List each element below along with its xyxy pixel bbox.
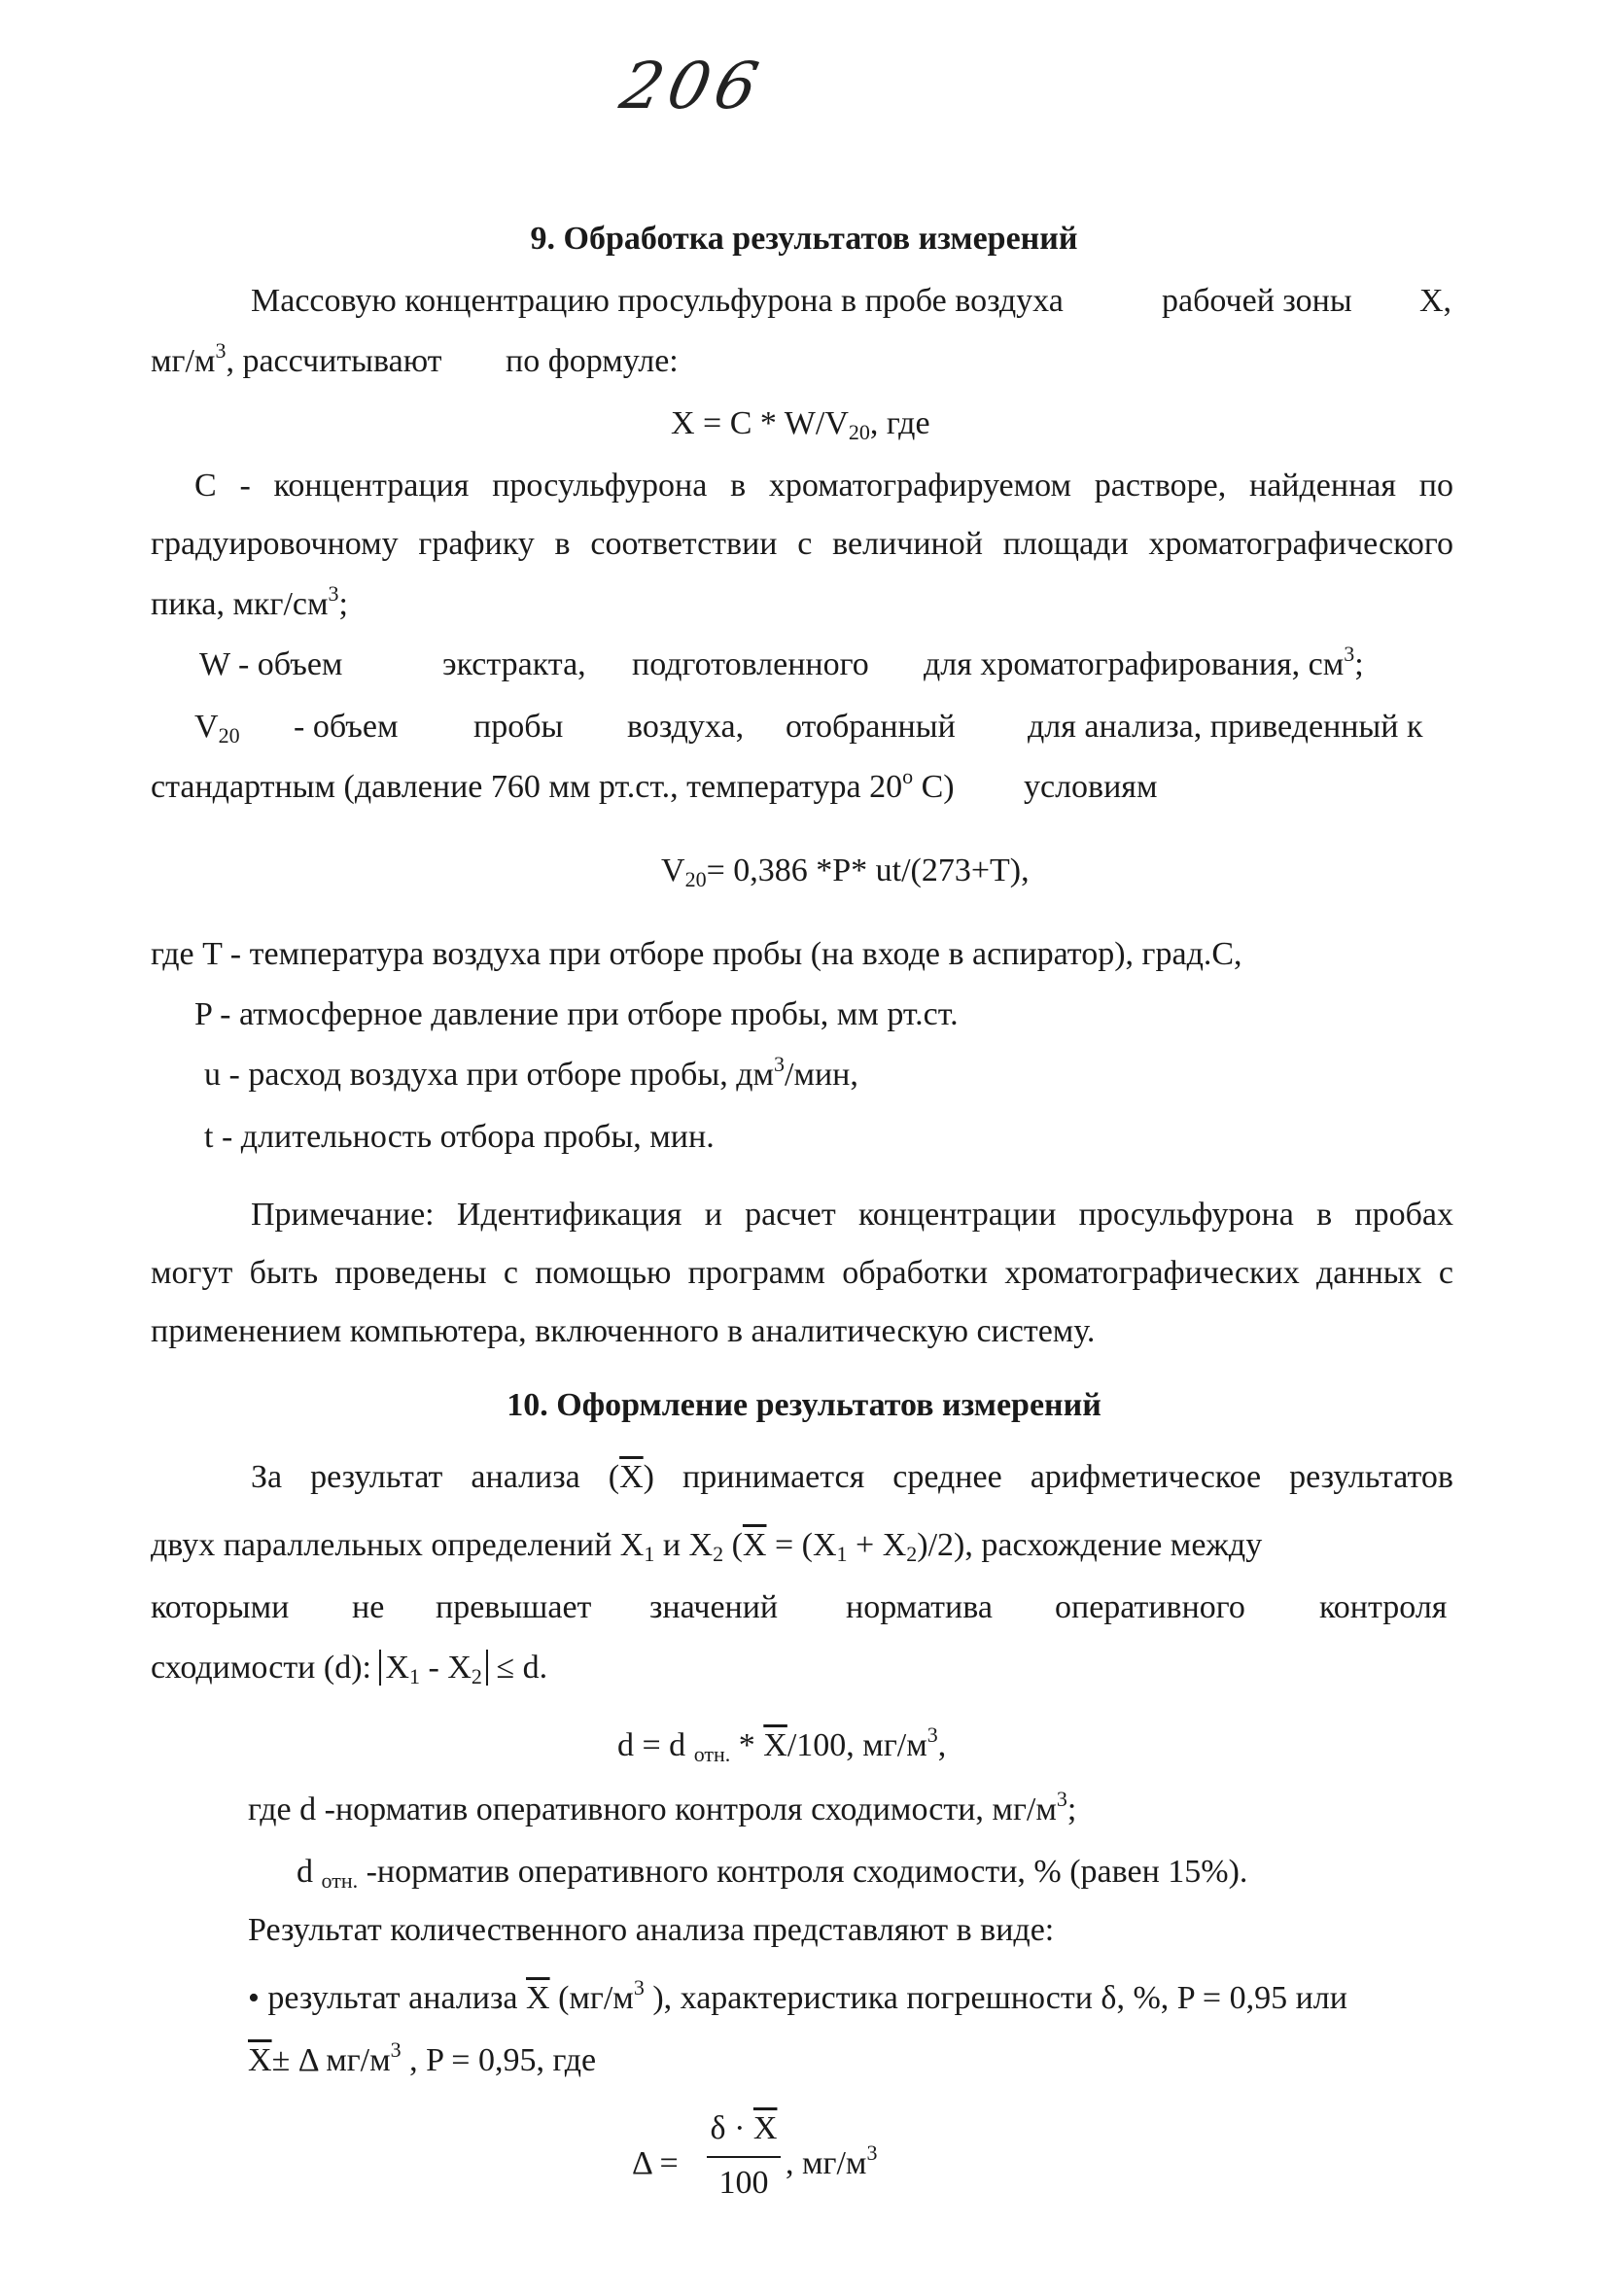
text: ≤ d. bbox=[487, 1650, 548, 1686]
s9-p1-line1-b: рабочей зоны bbox=[1162, 283, 1352, 319]
w-def-d bbox=[924, 642, 1364, 684]
exponent: 3 bbox=[633, 1975, 645, 2000]
formula-x bbox=[671, 404, 930, 443]
text: ( bbox=[723, 1527, 743, 1563]
s10-line3-w5: оперативного bbox=[1055, 1589, 1245, 1625]
s9-p1-line1-c: X, bbox=[1419, 283, 1452, 319]
text: V bbox=[661, 852, 685, 888]
s10-p1-line4 bbox=[151, 1649, 547, 1687]
text: ± Δ мг/м bbox=[271, 2042, 391, 2078]
w-def-a: W - объем bbox=[199, 646, 343, 682]
x-bar: $\overline{X}$ bbox=[742, 1527, 767, 1563]
subscript: 1 bbox=[644, 1542, 655, 1566]
subscript: 2 bbox=[471, 1664, 482, 1688]
exponent: 3 bbox=[215, 338, 227, 363]
text: )/2), расхождение между bbox=[917, 1527, 1263, 1563]
s10-line3-w0: которыми bbox=[151, 1589, 290, 1625]
c-def-line1: C - концентрация просульфурона в хроматографируемом растворе, найденная по bbox=[194, 468, 1453, 504]
s10-line3-w2: превышает bbox=[436, 1589, 592, 1625]
u-def bbox=[204, 1052, 858, 1095]
w-def-b: экстракта, bbox=[442, 646, 586, 682]
v-def-c: пробы bbox=[473, 709, 564, 745]
text: V bbox=[194, 709, 219, 745]
exponent: 3 bbox=[926, 1722, 938, 1747]
v-def-f: для анализа, приведенный к bbox=[1028, 709, 1423, 745]
text: , bbox=[937, 1727, 947, 1763]
text: d bbox=[297, 1854, 322, 1890]
w-def-c: подготовленного bbox=[632, 646, 869, 682]
section-10-heading: 10. Оформление результатов измерений bbox=[507, 1387, 1101, 1423]
delta-lhs: Δ = bbox=[632, 2145, 679, 2181]
abs-difference bbox=[379, 1650, 487, 1686]
text: результат анализа bbox=[259, 1980, 527, 2016]
bullet-icon: • bbox=[248, 1980, 260, 2016]
delta-denominator: 100 bbox=[718, 2165, 769, 2201]
note-line1: Примечание: Идентификация и расчет концентрации просульфурона в пробах bbox=[251, 1197, 1453, 1233]
s9-p1-line2 bbox=[151, 338, 442, 381]
formula-text: X = C * W/V bbox=[671, 405, 849, 441]
degree: o bbox=[902, 764, 914, 788]
bullet-line2 bbox=[248, 2037, 597, 2080]
subscript: отн. bbox=[321, 1868, 359, 1893]
text: /100, мг/м bbox=[787, 1727, 927, 1763]
text: С) bbox=[913, 769, 955, 805]
text: = 0,386 *P* ut/(273+T), bbox=[706, 852, 1030, 888]
text: стандартным (давление 760 мм рт.ст., температура 20 bbox=[151, 769, 903, 805]
c-def-line3 bbox=[151, 581, 348, 624]
s10-p1-line1 bbox=[251, 1458, 1453, 1497]
text: , P = 0,95, где bbox=[401, 2042, 597, 2078]
d-def bbox=[248, 1787, 1077, 1829]
text: ; bbox=[338, 586, 348, 622]
text: ; bbox=[1354, 646, 1364, 682]
text: и X bbox=[654, 1527, 714, 1563]
s9-p1-line2-tail: по формуле: bbox=[506, 343, 679, 379]
text: где d -норматив оперативного контроля сходимости, мг/м bbox=[248, 1792, 1057, 1827]
text: δ · bbox=[710, 2110, 753, 2146]
s9-p1-line1-a: Массовую концентрацию просульфурона в пробе воздуха bbox=[251, 283, 1064, 319]
delta-fraction bbox=[705, 2109, 783, 2207]
formula-text: , где bbox=[869, 405, 930, 441]
text: , рассчитывают bbox=[226, 343, 442, 379]
text: d = d bbox=[617, 1727, 694, 1763]
text: u - расход воздуха при отборе пробы, дм bbox=[204, 1057, 775, 1093]
text: двух параллельных определений X bbox=[151, 1527, 645, 1563]
s10-line3-w1: не bbox=[352, 1589, 385, 1625]
drel-def bbox=[297, 1853, 1247, 1892]
text: - X bbox=[420, 1650, 472, 1686]
fraction-bar bbox=[707, 2156, 781, 2158]
s10-line3-w4: норматива bbox=[846, 1589, 993, 1625]
subscript: 2 bbox=[713, 1542, 724, 1566]
v-def-b: - объем bbox=[294, 709, 399, 745]
section-9-heading: 9. Обработка результатов измерений bbox=[530, 221, 1078, 257]
text: * bbox=[730, 1727, 764, 1763]
formula-d bbox=[617, 1722, 947, 1766]
note-line2: могут быть проведены с помощью программ обработки хроматографических данных с bbox=[151, 1255, 1453, 1291]
subscript: отн. bbox=[693, 1742, 731, 1766]
v-def-line2 bbox=[151, 764, 955, 807]
subscript: 2 bbox=[906, 1542, 918, 1566]
delta-numerator bbox=[705, 2109, 783, 2148]
x-bar: $\overline{X}$ bbox=[526, 1980, 550, 2016]
text: , мг/м bbox=[786, 2145, 867, 2181]
subscript: 1 bbox=[836, 1542, 848, 1566]
x-bar: $\overline{X}$ bbox=[619, 1459, 644, 1495]
text: За результат анализа ( bbox=[251, 1459, 620, 1495]
v-def-e: отобранный bbox=[786, 709, 956, 745]
t-def: где T - температура воздуха при отборе пробы (на входе в аспиратор), град.С, bbox=[151, 936, 1242, 972]
subscript: 1 bbox=[409, 1664, 421, 1688]
exponent: 3 bbox=[774, 1052, 786, 1076]
v-def-d: воздуха, bbox=[627, 709, 745, 745]
subscript: 20 bbox=[684, 867, 707, 891]
exponent: 3 bbox=[1344, 642, 1355, 666]
exponent: 3 bbox=[390, 2037, 402, 2062]
result-intro: Результат количественного анализа представляют в виде: bbox=[248, 1912, 1055, 1948]
text: = (X bbox=[766, 1527, 837, 1563]
text: /мин, bbox=[785, 1057, 858, 1093]
text: ), характеристика погрешности δ, %, P = 0,95 или bbox=[644, 1980, 1347, 2016]
s10-line3-w6: контроля bbox=[1319, 1589, 1448, 1625]
c-def-line2: градуировочному графику в соответствии с величиной площади хроматографического bbox=[151, 526, 1453, 562]
formula-v20 bbox=[661, 852, 1030, 890]
exponent: 3 bbox=[866, 2140, 878, 2165]
x-bar: $\overline{X}$ bbox=[752, 2110, 778, 2146]
x-bar: $\overline{X}$ bbox=[248, 2042, 272, 2078]
text: -норматив оперативного контроля сходимости, % (равен 15%). bbox=[358, 1854, 1248, 1890]
delta-unit bbox=[786, 2140, 878, 2183]
note-line3: применением компьютера, включенного в аналитическую систему. bbox=[151, 1313, 1096, 1349]
v-def-a bbox=[194, 708, 240, 747]
s10-p1-line2 bbox=[151, 1526, 1262, 1565]
handwritten-page-number: 206 bbox=[613, 49, 771, 123]
text: пика, мкг/см bbox=[151, 586, 329, 622]
subscript: 20 bbox=[218, 723, 240, 748]
exponent: 3 bbox=[328, 581, 339, 606]
s10-line3-w3: значений bbox=[649, 1589, 779, 1625]
x-bar: $\overline{X}$ bbox=[763, 1727, 787, 1763]
text: ) принимается среднее арифметическое результатов bbox=[643, 1459, 1453, 1495]
text: для хроматографирования, см bbox=[924, 646, 1345, 682]
p-def: P - атмосферное давление при отборе пробы, мм рт.ст. bbox=[194, 996, 959, 1032]
subscript: 20 bbox=[848, 420, 870, 444]
text: ; bbox=[1066, 1792, 1077, 1827]
v-def-line2-tail: условиям bbox=[1024, 769, 1158, 805]
exponent: 3 bbox=[1056, 1787, 1067, 1811]
tdur-def: t - длительность отбора пробы, мин. bbox=[204, 1119, 715, 1155]
text: + X bbox=[847, 1527, 907, 1563]
text: сходимости (d): bbox=[151, 1650, 380, 1686]
text: X bbox=[385, 1650, 410, 1686]
bullet-line1 bbox=[248, 1975, 1347, 2018]
text: (мг/м bbox=[549, 1980, 634, 2016]
unit-text: мг/м bbox=[151, 343, 216, 379]
